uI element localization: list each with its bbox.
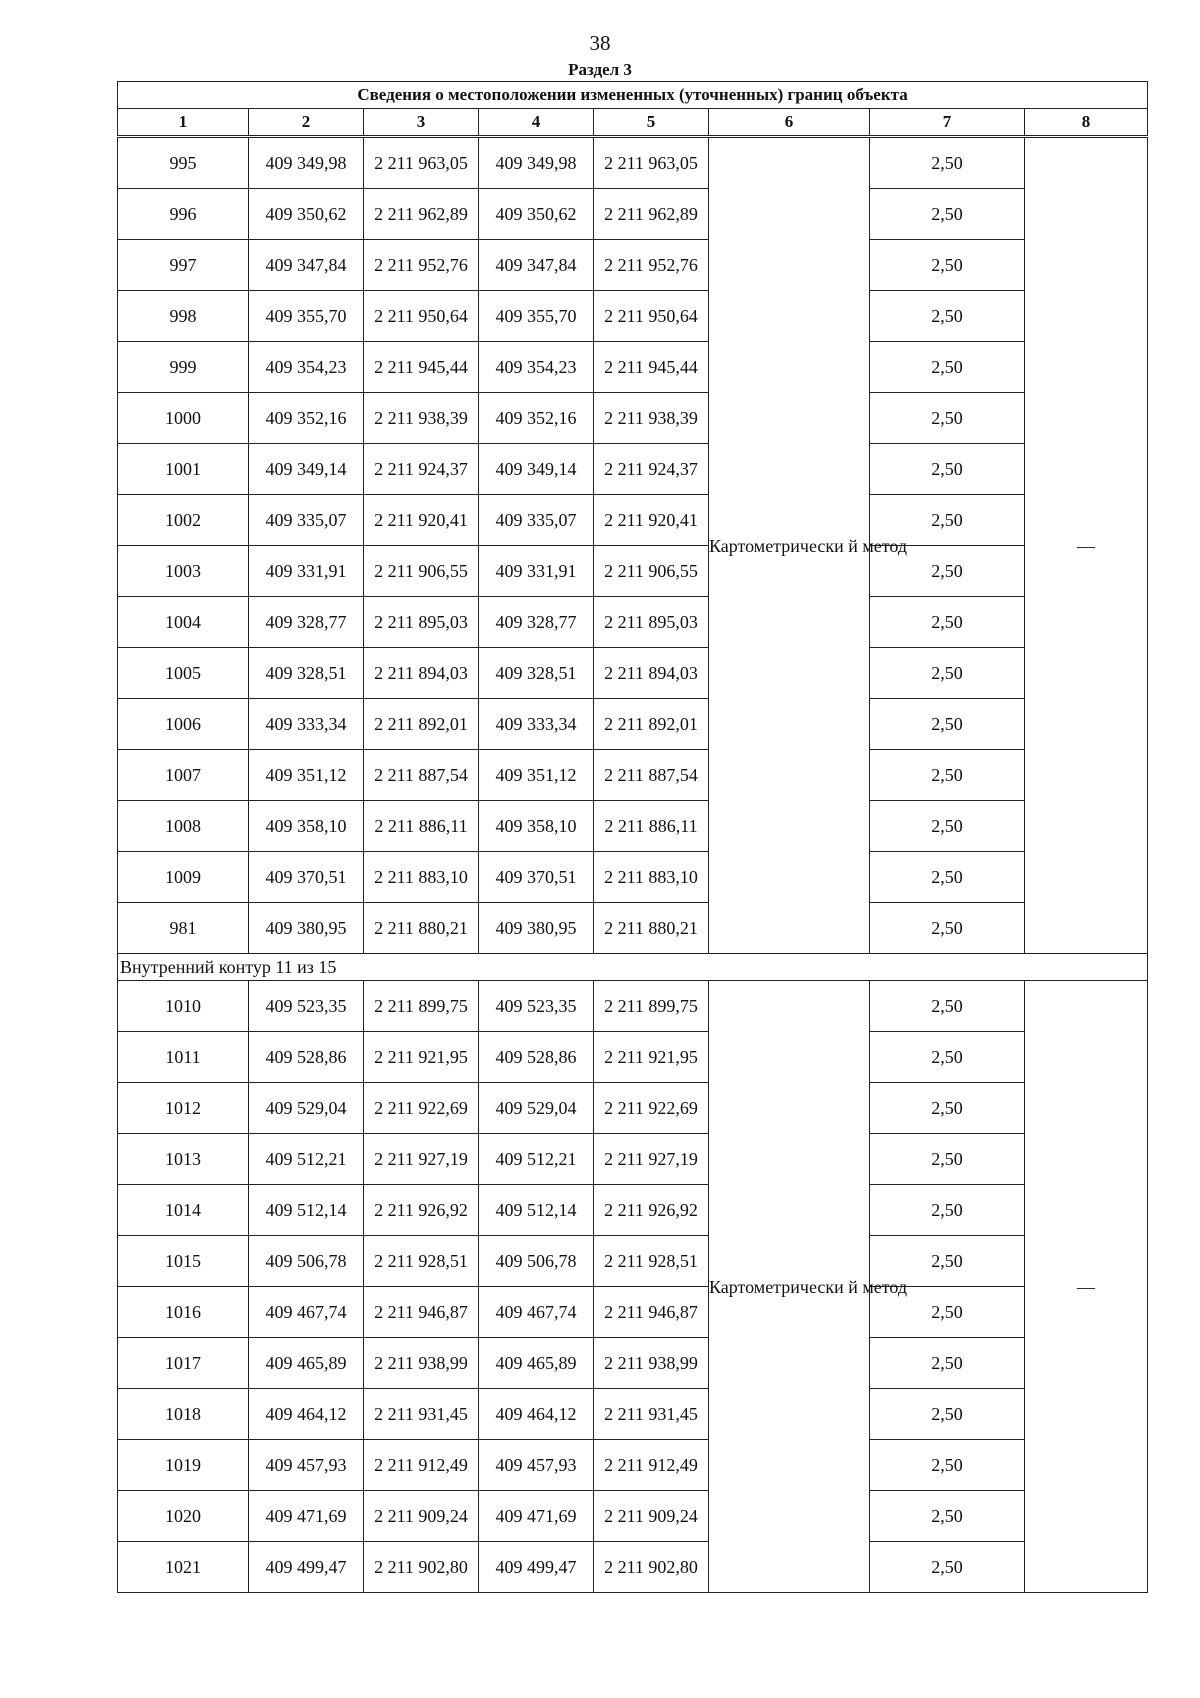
cell-point-number: 1010 bbox=[118, 981, 249, 1032]
cell-y-new: 2 211 887,54 bbox=[594, 750, 709, 801]
cell-y-new: 2 211 922,69 bbox=[594, 1083, 709, 1134]
cell-y-old: 2 211 952,76 bbox=[364, 240, 479, 291]
cell-point-number: 1020 bbox=[118, 1491, 249, 1542]
cell-point-number: 997 bbox=[118, 240, 249, 291]
cell-x-old: 409 328,77 bbox=[249, 597, 364, 648]
cell-accuracy: 2,50 bbox=[870, 801, 1025, 852]
cell-x-new: 409 349,98 bbox=[479, 137, 594, 189]
column-number-3: 3 bbox=[364, 109, 479, 137]
cell-x-new: 409 528,86 bbox=[479, 1032, 594, 1083]
cell-y-old: 2 211 895,03 bbox=[364, 597, 479, 648]
cell-point-number: 1001 bbox=[118, 444, 249, 495]
cell-accuracy: 2,50 bbox=[870, 291, 1025, 342]
cell-y-old: 2 211 906,55 bbox=[364, 546, 479, 597]
cell-x-old: 409 512,21 bbox=[249, 1134, 364, 1185]
cell-y-old: 2 211 938,39 bbox=[364, 393, 479, 444]
cell-y-new: 2 211 952,76 bbox=[594, 240, 709, 291]
cell-point-number: 1013 bbox=[118, 1134, 249, 1185]
cell-method: Картометрически й метод bbox=[709, 137, 870, 954]
cell-x-new: 409 328,51 bbox=[479, 648, 594, 699]
table-row bbox=[118, 342, 1148, 393]
table-title: Сведения о местоположении измененных (уточненных) границ объекта bbox=[118, 82, 1148, 109]
cell-x-old: 409 335,07 bbox=[249, 495, 364, 546]
cell-x-old: 409 333,34 bbox=[249, 699, 364, 750]
cell-y-old: 2 211 924,37 bbox=[364, 444, 479, 495]
column-number-8: 8 bbox=[1025, 109, 1148, 137]
column-number-5: 5 bbox=[594, 109, 709, 137]
cell-y-new: 2 211 892,01 bbox=[594, 699, 709, 750]
cell-y-new: 2 211 931,45 bbox=[594, 1389, 709, 1440]
cell-x-new: 409 358,10 bbox=[479, 801, 594, 852]
column-number-6: 6 bbox=[709, 109, 870, 137]
cell-x-new: 409 352,16 bbox=[479, 393, 594, 444]
cell-point-number: 995 bbox=[118, 137, 249, 189]
cell-x-new: 409 471,69 bbox=[479, 1491, 594, 1542]
table-row bbox=[118, 1236, 1148, 1287]
cell-x-old: 409 529,04 bbox=[249, 1083, 364, 1134]
cell-x-new: 409 523,35 bbox=[479, 981, 594, 1032]
table-row bbox=[118, 546, 1148, 597]
cell-y-old: 2 211 902,80 bbox=[364, 1542, 479, 1593]
cell-y-old: 2 211 883,10 bbox=[364, 852, 479, 903]
cell-y-old: 2 211 899,75 bbox=[364, 981, 479, 1032]
cell-x-old: 409 528,86 bbox=[249, 1032, 364, 1083]
cell-y-old: 2 211 887,54 bbox=[364, 750, 479, 801]
cell-y-old: 2 211 912,49 bbox=[364, 1440, 479, 1491]
cell-accuracy: 2,50 bbox=[870, 1083, 1025, 1134]
cell-y-new: 2 211 927,19 bbox=[594, 1134, 709, 1185]
cell-point-number: 1017 bbox=[118, 1338, 249, 1389]
table-row bbox=[118, 1083, 1148, 1134]
cell-accuracy: 2,50 bbox=[870, 137, 1025, 189]
cell-x-old: 409 370,51 bbox=[249, 852, 364, 903]
cell-y-old: 2 211 928,51 bbox=[364, 1236, 479, 1287]
cell-x-old: 409 465,89 bbox=[249, 1338, 364, 1389]
table-row bbox=[118, 750, 1148, 801]
table-row bbox=[118, 137, 1148, 189]
cell-accuracy: 2,50 bbox=[870, 1287, 1025, 1338]
cell-x-old: 409 352,16 bbox=[249, 393, 364, 444]
cell-x-new: 409 529,04 bbox=[479, 1083, 594, 1134]
cell-accuracy: 2,50 bbox=[870, 342, 1025, 393]
cell-point-number: 1011 bbox=[118, 1032, 249, 1083]
cell-x-new: 409 512,14 bbox=[479, 1185, 594, 1236]
cell-point-number: 1002 bbox=[118, 495, 249, 546]
cell-accuracy: 2,50 bbox=[870, 1440, 1025, 1491]
cell-y-old: 2 211 938,99 bbox=[364, 1338, 479, 1389]
cell-y-old: 2 211 946,87 bbox=[364, 1287, 479, 1338]
cell-y-old: 2 211 926,92 bbox=[364, 1185, 479, 1236]
cell-x-old: 409 512,14 bbox=[249, 1185, 364, 1236]
column-number-7: 7 bbox=[870, 109, 1025, 137]
cell-point-number: 1009 bbox=[118, 852, 249, 903]
cell-y-new: 2 211 883,10 bbox=[594, 852, 709, 903]
contour-label: Внутренний контур 11 из 15 bbox=[118, 954, 1148, 981]
cell-x-old: 409 358,10 bbox=[249, 801, 364, 852]
cell-point-number: 1003 bbox=[118, 546, 249, 597]
cell-y-new: 2 211 902,80 bbox=[594, 1542, 709, 1593]
cell-y-new: 2 211 950,64 bbox=[594, 291, 709, 342]
cell-accuracy: 2,50 bbox=[870, 189, 1025, 240]
cell-x-old: 409 467,74 bbox=[249, 1287, 364, 1338]
table-row bbox=[118, 648, 1148, 699]
cell-x-new: 409 380,95 bbox=[479, 903, 594, 954]
table-row bbox=[118, 1338, 1148, 1389]
cell-note: — bbox=[1025, 981, 1148, 1593]
cell-y-old: 2 211 892,01 bbox=[364, 699, 479, 750]
cell-point-number: 1000 bbox=[118, 393, 249, 444]
table-row bbox=[118, 291, 1148, 342]
cell-x-old: 409 506,78 bbox=[249, 1236, 364, 1287]
table-row bbox=[118, 240, 1148, 291]
table-row bbox=[118, 1440, 1148, 1491]
cell-x-new: 409 506,78 bbox=[479, 1236, 594, 1287]
cell-point-number: 1007 bbox=[118, 750, 249, 801]
boundary-coordinates-table bbox=[117, 81, 1148, 1593]
cell-x-new: 409 347,84 bbox=[479, 240, 594, 291]
cell-x-old: 409 349,98 bbox=[249, 137, 364, 189]
cell-accuracy: 2,50 bbox=[870, 1185, 1025, 1236]
table-row bbox=[118, 1542, 1148, 1593]
cell-accuracy: 2,50 bbox=[870, 444, 1025, 495]
cell-y-old: 2 211 931,45 bbox=[364, 1389, 479, 1440]
cell-x-old: 409 347,84 bbox=[249, 240, 364, 291]
table-row bbox=[118, 597, 1148, 648]
cell-accuracy: 2,50 bbox=[870, 1389, 1025, 1440]
cell-accuracy: 2,50 bbox=[870, 240, 1025, 291]
cell-accuracy: 2,50 bbox=[870, 750, 1025, 801]
cell-accuracy: 2,50 bbox=[870, 852, 1025, 903]
cell-x-new: 409 465,89 bbox=[479, 1338, 594, 1389]
cell-y-new: 2 211 895,03 bbox=[594, 597, 709, 648]
table-row bbox=[118, 981, 1148, 1032]
table-row bbox=[118, 393, 1148, 444]
cell-x-old: 409 355,70 bbox=[249, 291, 364, 342]
cell-point-number: 1019 bbox=[118, 1440, 249, 1491]
cell-accuracy: 2,50 bbox=[870, 546, 1025, 597]
cell-x-new: 409 331,91 bbox=[479, 546, 594, 597]
cell-point-number: 999 bbox=[118, 342, 249, 393]
cell-x-new: 409 370,51 bbox=[479, 852, 594, 903]
cell-x-new: 409 467,74 bbox=[479, 1287, 594, 1338]
cell-x-new: 409 355,70 bbox=[479, 291, 594, 342]
cell-accuracy: 2,50 bbox=[870, 981, 1025, 1032]
cell-accuracy: 2,50 bbox=[870, 699, 1025, 750]
page-number: 38 bbox=[589, 31, 611, 55]
table-row bbox=[118, 903, 1148, 954]
cell-y-new: 2 211 938,39 bbox=[594, 393, 709, 444]
cell-y-new: 2 211 920,41 bbox=[594, 495, 709, 546]
cell-point-number: 1004 bbox=[118, 597, 249, 648]
cell-y-new: 2 211 912,49 bbox=[594, 1440, 709, 1491]
cell-y-old: 2 211 886,11 bbox=[364, 801, 479, 852]
cell-point-number: 1015 bbox=[118, 1236, 249, 1287]
cell-point-number: 1012 bbox=[118, 1083, 249, 1134]
cell-x-old: 409 354,23 bbox=[249, 342, 364, 393]
cell-y-old: 2 211 927,19 bbox=[364, 1134, 479, 1185]
table-row bbox=[118, 801, 1148, 852]
cell-x-old: 409 328,51 bbox=[249, 648, 364, 699]
cell-accuracy: 2,50 bbox=[870, 1032, 1025, 1083]
cell-accuracy: 2,50 bbox=[870, 1542, 1025, 1593]
cell-point-number: 1021 bbox=[118, 1542, 249, 1593]
section-title: Раздел 3 bbox=[568, 60, 632, 79]
cell-x-old: 409 351,12 bbox=[249, 750, 364, 801]
cell-accuracy: 2,50 bbox=[870, 597, 1025, 648]
cell-accuracy: 2,50 bbox=[870, 1491, 1025, 1542]
cell-accuracy: 2,50 bbox=[870, 1338, 1025, 1389]
cell-y-new: 2 211 924,37 bbox=[594, 444, 709, 495]
cell-y-old: 2 211 945,44 bbox=[364, 342, 479, 393]
cell-y-old: 2 211 950,64 bbox=[364, 291, 479, 342]
column-number-4: 4 bbox=[479, 109, 594, 137]
cell-y-old: 2 211 909,24 bbox=[364, 1491, 479, 1542]
cell-accuracy: 2,50 bbox=[870, 648, 1025, 699]
cell-x-old: 409 331,91 bbox=[249, 546, 364, 597]
cell-x-new: 409 335,07 bbox=[479, 495, 594, 546]
table-row bbox=[118, 1032, 1148, 1083]
cell-x-old: 409 350,62 bbox=[249, 189, 364, 240]
cell-x-new: 409 333,34 bbox=[479, 699, 594, 750]
table-row bbox=[118, 444, 1148, 495]
cell-y-new: 2 211 938,99 bbox=[594, 1338, 709, 1389]
cell-accuracy: 2,50 bbox=[870, 1236, 1025, 1287]
cell-x-new: 409 350,62 bbox=[479, 189, 594, 240]
cell-point-number: 981 bbox=[118, 903, 249, 954]
cell-y-old: 2 211 920,41 bbox=[364, 495, 479, 546]
cell-x-old: 409 523,35 bbox=[249, 981, 364, 1032]
cell-method: Картометрически й метод bbox=[709, 981, 870, 1593]
cell-point-number: 998 bbox=[118, 291, 249, 342]
cell-accuracy: 2,50 bbox=[870, 495, 1025, 546]
column-number-2: 2 bbox=[249, 109, 364, 137]
cell-point-number: 1005 bbox=[118, 648, 249, 699]
cell-x-new: 409 464,12 bbox=[479, 1389, 594, 1440]
cell-y-old: 2 211 962,89 bbox=[364, 189, 479, 240]
cell-y-old: 2 211 921,95 bbox=[364, 1032, 479, 1083]
cell-y-new: 2 211 886,11 bbox=[594, 801, 709, 852]
cell-y-new: 2 211 899,75 bbox=[594, 981, 709, 1032]
cell-y-new: 2 211 880,21 bbox=[594, 903, 709, 954]
cell-x-old: 409 471,69 bbox=[249, 1491, 364, 1542]
cell-y-new: 2 211 946,87 bbox=[594, 1287, 709, 1338]
cell-y-new: 2 211 962,89 bbox=[594, 189, 709, 240]
cell-y-new: 2 211 926,92 bbox=[594, 1185, 709, 1236]
table-row bbox=[118, 1287, 1148, 1338]
cell-note: — bbox=[1025, 137, 1148, 954]
table-row bbox=[118, 1134, 1148, 1185]
cell-x-new: 409 512,21 bbox=[479, 1134, 594, 1185]
table-row bbox=[118, 699, 1148, 750]
table-row bbox=[118, 495, 1148, 546]
table-row bbox=[118, 189, 1148, 240]
table-row bbox=[118, 852, 1148, 903]
cell-y-new: 2 211 921,95 bbox=[594, 1032, 709, 1083]
cell-x-new: 409 499,47 bbox=[479, 1542, 594, 1593]
cell-point-number: 1018 bbox=[118, 1389, 249, 1440]
cell-x-old: 409 380,95 bbox=[249, 903, 364, 954]
cell-y-old: 2 211 880,21 bbox=[364, 903, 479, 954]
cell-point-number: 1014 bbox=[118, 1185, 249, 1236]
cell-point-number: 1008 bbox=[118, 801, 249, 852]
cell-point-number: 1016 bbox=[118, 1287, 249, 1338]
table-row bbox=[118, 1185, 1148, 1236]
cell-x-old: 409 457,93 bbox=[249, 1440, 364, 1491]
cell-x-new: 409 349,14 bbox=[479, 444, 594, 495]
cell-x-old: 409 464,12 bbox=[249, 1389, 364, 1440]
cell-x-new: 409 351,12 bbox=[479, 750, 594, 801]
cell-y-old: 2 211 963,05 bbox=[364, 137, 479, 189]
cell-y-new: 2 211 906,55 bbox=[594, 546, 709, 597]
cell-x-new: 409 457,93 bbox=[479, 1440, 594, 1491]
cell-accuracy: 2,50 bbox=[870, 393, 1025, 444]
cell-x-new: 409 328,77 bbox=[479, 597, 594, 648]
cell-accuracy: 2,50 bbox=[870, 1134, 1025, 1185]
cell-x-old: 409 349,14 bbox=[249, 444, 364, 495]
contour-label-row bbox=[118, 954, 1148, 981]
cell-y-new: 2 211 928,51 bbox=[594, 1236, 709, 1287]
cell-y-new: 2 211 945,44 bbox=[594, 342, 709, 393]
cell-point-number: 1006 bbox=[118, 699, 249, 750]
cell-x-new: 409 354,23 bbox=[479, 342, 594, 393]
cell-y-old: 2 211 894,03 bbox=[364, 648, 479, 699]
cell-y-new: 2 211 963,05 bbox=[594, 137, 709, 189]
table-row bbox=[118, 1389, 1148, 1440]
cell-y-old: 2 211 922,69 bbox=[364, 1083, 479, 1134]
cell-point-number: 996 bbox=[118, 189, 249, 240]
cell-y-new: 2 211 909,24 bbox=[594, 1491, 709, 1542]
table-row bbox=[118, 1491, 1148, 1542]
cell-accuracy: 2,50 bbox=[870, 903, 1025, 954]
column-number-1: 1 bbox=[118, 109, 249, 137]
cell-x-old: 409 499,47 bbox=[249, 1542, 364, 1593]
cell-y-new: 2 211 894,03 bbox=[594, 648, 709, 699]
